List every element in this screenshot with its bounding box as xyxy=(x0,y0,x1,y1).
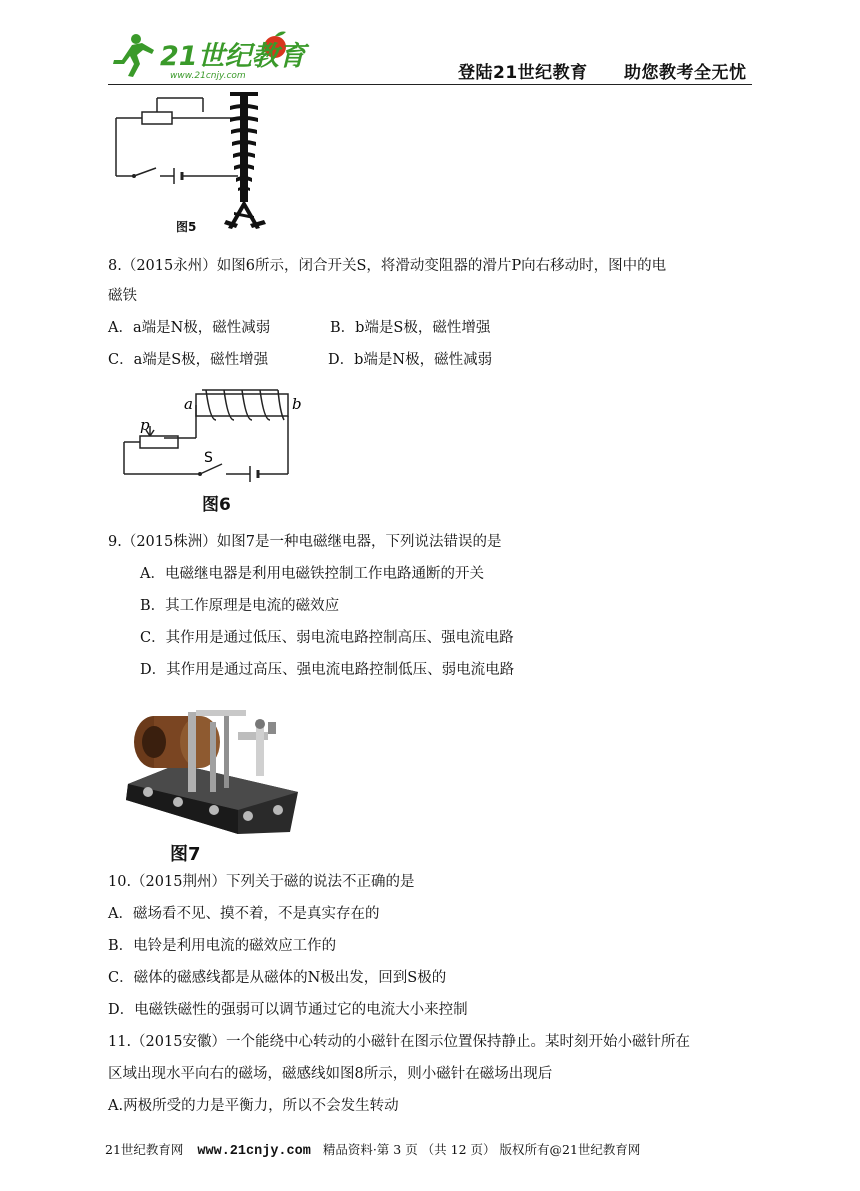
q10-option-c: C．磁体的磁感线都是从磁体的N极出发，回到S极的 xyxy=(108,970,447,986)
footer xyxy=(105,1140,640,1159)
figure-6-diagram xyxy=(118,384,328,484)
figure-7-caption: 图7 xyxy=(170,844,201,865)
q9-option-d: D．其作用是通过高压、强电流电路控制低压、弱电流电路 xyxy=(140,662,515,678)
header-divider xyxy=(108,84,752,85)
q9-option-b: B．其工作原理是电流的磁效应 xyxy=(140,598,340,614)
figure-7-relay-image xyxy=(118,692,308,840)
q8-stem-line1: 8.（2015永州）如图6所示，闭合开关S，将滑动变阻器的滑片P向右移动时，图中的电 xyxy=(108,258,667,274)
runner-icon xyxy=(113,34,154,77)
footer-site-name: 21世纪教育网 xyxy=(105,1142,184,1157)
q8-option-d: D．b端是N极，磁性减弱 xyxy=(328,352,493,368)
q8-stem-line2: 磁铁 xyxy=(108,288,137,304)
header-slogan-left: 登陆21世纪教育 xyxy=(458,63,588,83)
figure-6-label-b: b xyxy=(292,395,302,413)
q11-stem-line2: 区域出现水平向右的磁场，磁感线如图8所示，则小磁针在磁场出现后 xyxy=(108,1066,553,1082)
q11-option-a: A.两极所受的力是平衡力，所以不会发生转动 xyxy=(108,1098,399,1114)
figure-5-caption: 图5 xyxy=(176,220,197,234)
figure-6-label-p: p xyxy=(140,416,150,434)
q9-option-c: C．其作用是通过低压、弱电流电路控制高压、强电流电路 xyxy=(140,630,514,646)
q8-option-b: B．b端是S极，磁性增强 xyxy=(330,320,491,336)
q10-option-b: B．电铃是利用电流的磁效应工作的 xyxy=(108,938,337,954)
q9-option-a: A．电磁继电器是利用电磁铁控制工作电路通断的开关 xyxy=(140,566,484,582)
logo-url: www.21cnjy.com xyxy=(170,71,246,81)
footer-page-info: 精品资料·第 3 页 （共 12 页） 版权所有@21世纪教育网 xyxy=(322,1142,641,1157)
logo-text: 21世纪教育 xyxy=(160,41,306,72)
header-slogan-right: 助您教考全无忧 xyxy=(624,63,747,83)
figure-5-diagram xyxy=(108,88,298,238)
figure-6-caption: 图6 xyxy=(202,495,231,515)
q11-stem-line1: 11.（2015安徽）一个能绕中心转动的小磁针在图示位置保持静止。某时刻开始小磁针所在 xyxy=(108,1034,690,1050)
q9-stem: 9.（2015株洲）如图7是一种电磁继电器，下列说法错误的是 xyxy=(108,534,502,550)
footer-url[interactable]: www.21cnjy.com xyxy=(197,1144,311,1159)
figure-6-label-s: S xyxy=(204,450,213,466)
q10-option-d: D．电磁铁磁性的强弱可以调节通过它的电流大小来控制 xyxy=(108,1002,468,1018)
figure-6-label-a: a xyxy=(184,395,193,413)
q10-stem: 10.（2015荆州）下列关于磁的说法不正确的是 xyxy=(108,874,415,890)
q10-option-a: A．磁场看不见、摸不着，不是真实存在的 xyxy=(108,906,380,922)
logo xyxy=(110,30,310,82)
q8-option-c: C．a端是S极，磁性增强 xyxy=(108,352,269,368)
q8-option-a: A．a端是N极，磁性减弱 xyxy=(108,320,271,336)
